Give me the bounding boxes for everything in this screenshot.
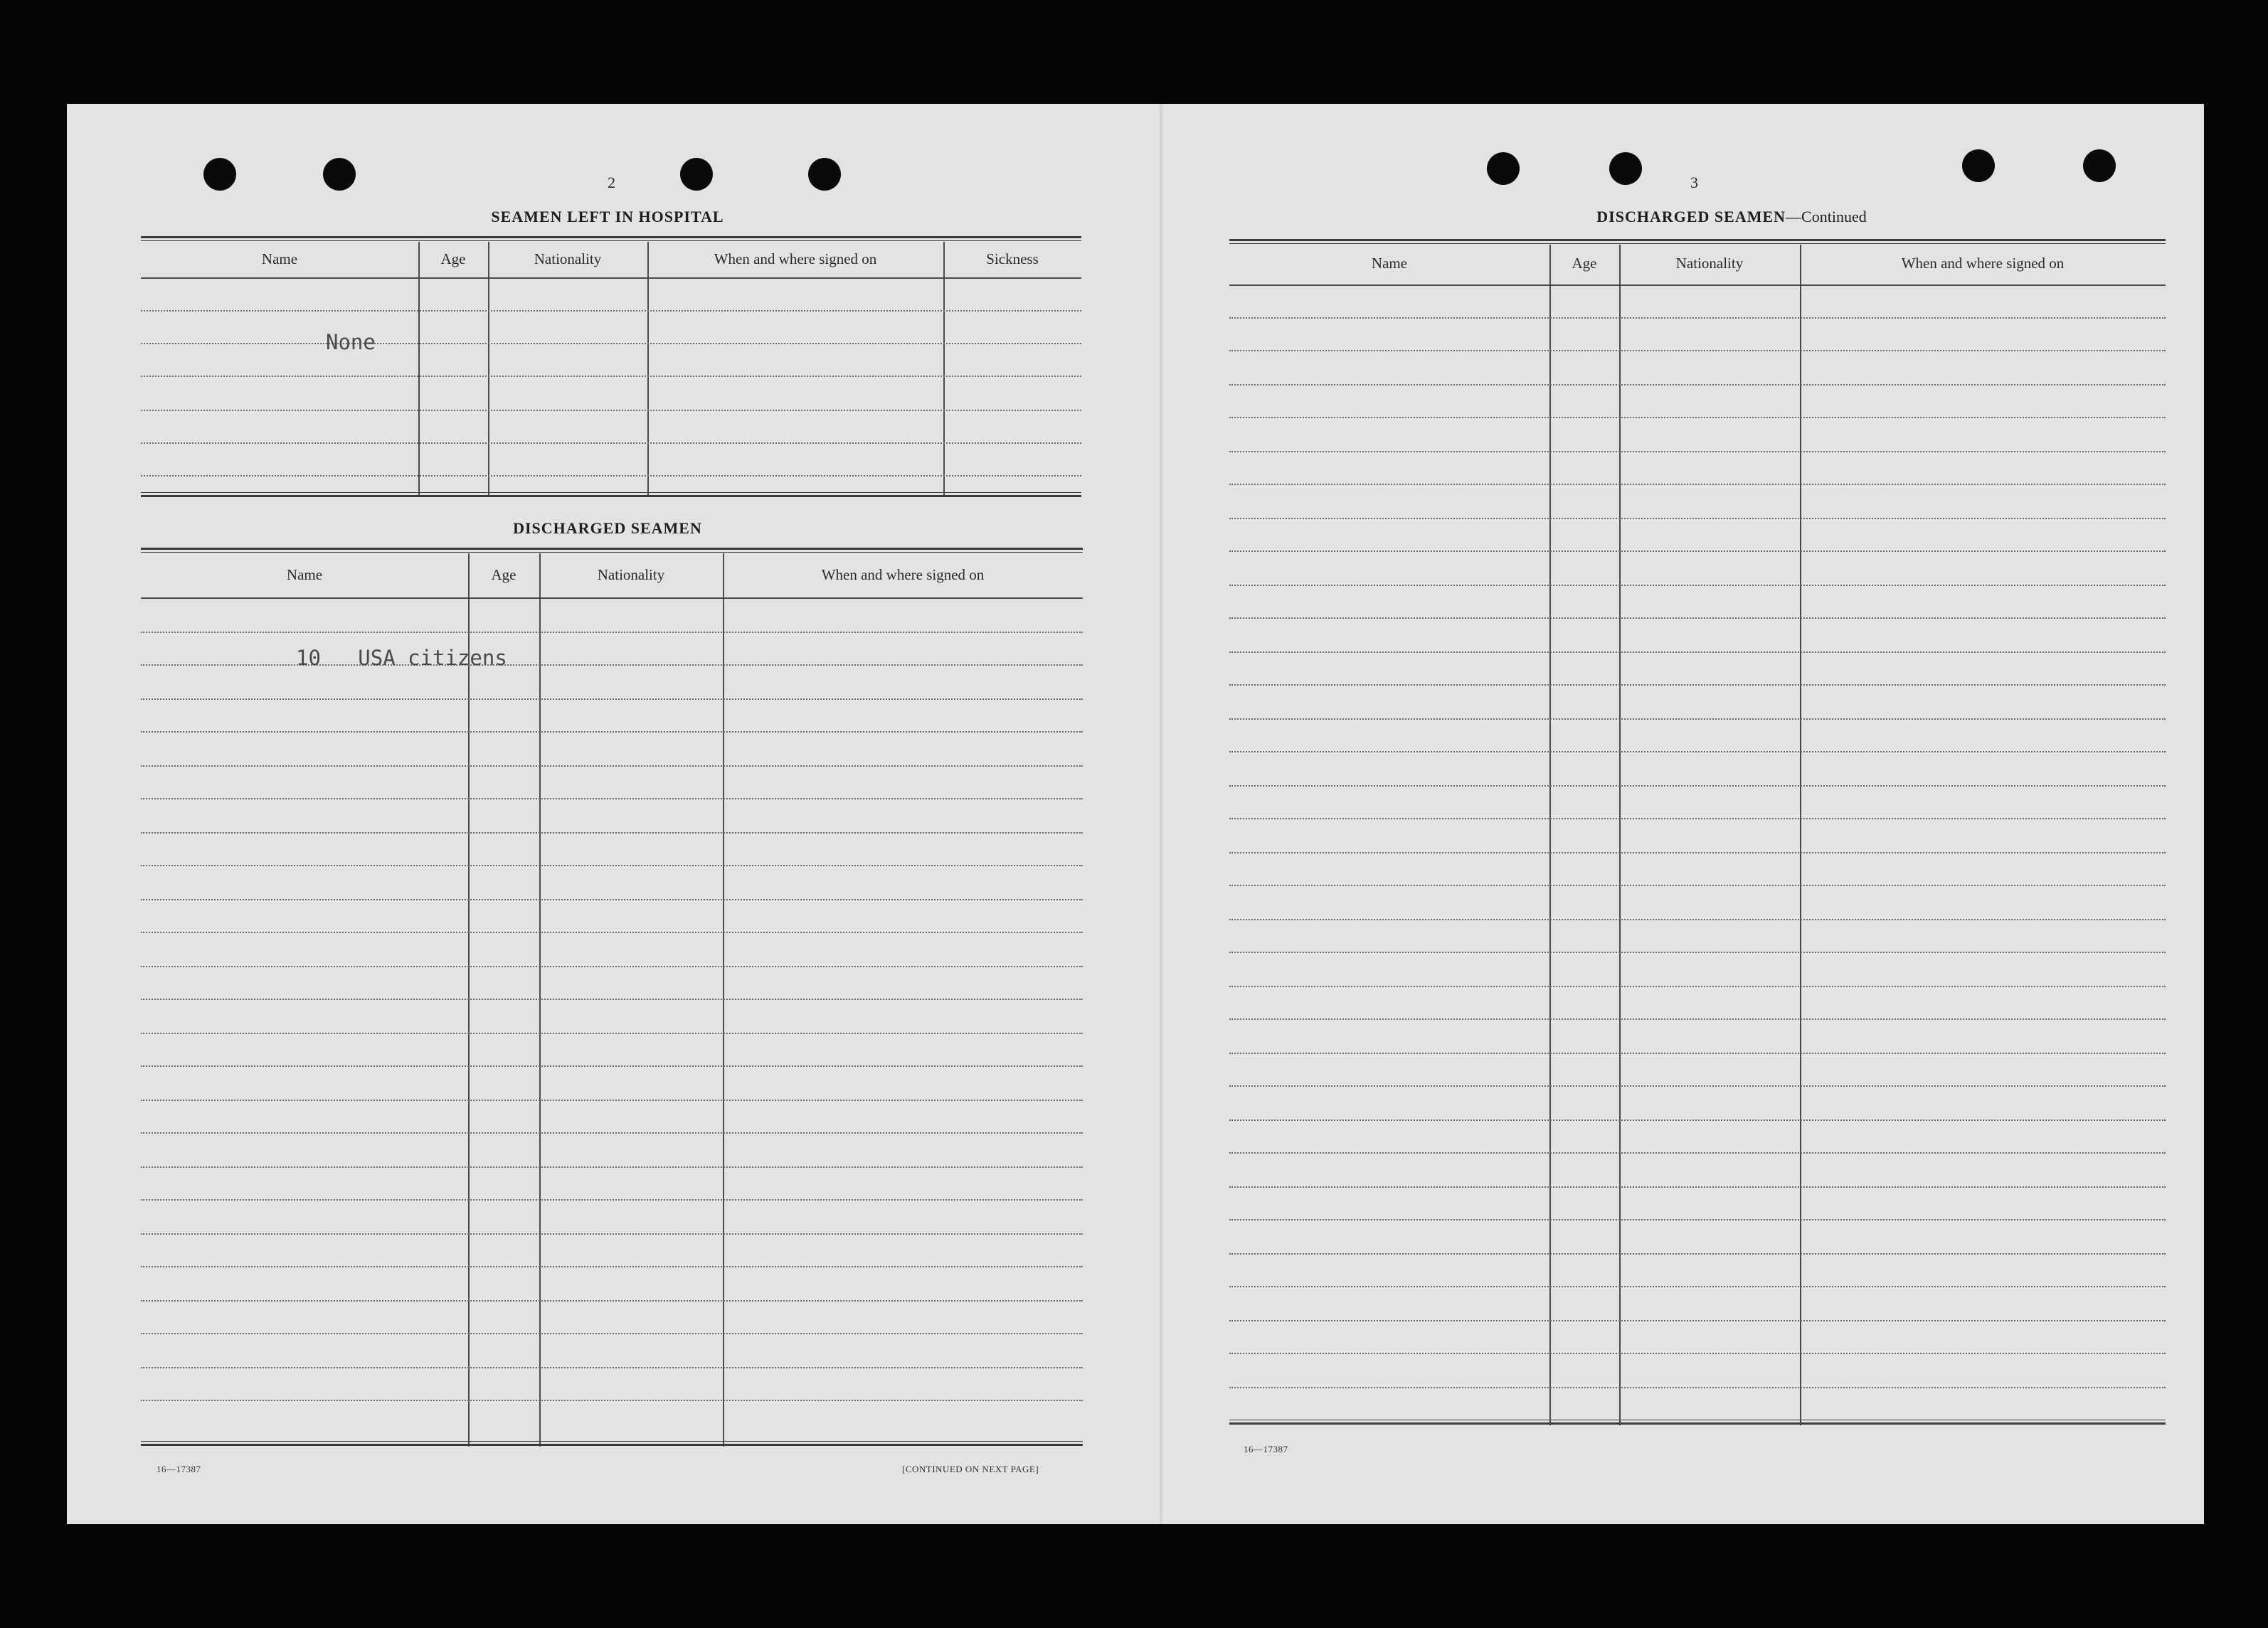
hospital-table <box>141 236 1081 502</box>
discharged-col-name: Name <box>286 566 323 583</box>
form-number-left: 16—17387 <box>157 1464 201 1474</box>
punch-hole <box>2083 149 2116 182</box>
hospital-entry-none: None <box>326 330 376 354</box>
hospital-col-name: Name <box>261 250 298 267</box>
punch-hole <box>1609 152 1642 185</box>
page-number-left: 2 <box>608 174 615 191</box>
right-col-nationality: Nationality <box>1675 255 1744 272</box>
discharged-continued-title <box>1226 208 2237 226</box>
hospital-col-signed-on: When and where signed on <box>714 250 877 267</box>
punch-hole <box>323 158 356 191</box>
right-col-name: Name <box>1371 255 1408 272</box>
discharged-table-left <box>141 548 1083 1452</box>
page-number-right: 3 <box>1690 174 1698 191</box>
page-fold <box>1160 104 1162 1524</box>
punch-hole <box>1487 152 1520 185</box>
discharged-col-signed-on: When and where signed on <box>821 566 985 583</box>
hospital-col-nationality: Nationality <box>534 250 602 267</box>
hospital-col-sickness: Sickness <box>986 250 1039 267</box>
hospital-section-title: SEAMEN LEFT IN HOSPITAL <box>491 208 724 225</box>
discharged-col-age: Age <box>491 566 516 583</box>
hospital-col-age: Age <box>440 250 466 267</box>
discharged-col-nationality: Nationality <box>597 566 665 583</box>
punch-hole <box>1962 149 1995 182</box>
discharged-continued-title-main: DISCHARGED SEAMEN <box>1596 208 1786 225</box>
discharged-table-right <box>1229 239 2166 1431</box>
discharged-entry: 10 USA citizens <box>296 646 507 670</box>
ledger-sheet <box>67 104 2204 1524</box>
continued-note: [CONTINUED ON NEXT PAGE] <box>902 1464 1039 1474</box>
right-col-signed-on: When and where signed on <box>1901 255 2065 272</box>
form-number-right: 16—17387 <box>1244 1444 1288 1454</box>
punch-hole <box>680 158 713 191</box>
right-col-age: Age <box>1572 255 1597 272</box>
punch-hole <box>203 158 236 191</box>
punch-hole <box>808 158 841 191</box>
discharged-continued-title-suffix: —Continued <box>1786 208 1867 225</box>
discharged-section-title: DISCHARGED SEAMEN <box>513 519 702 537</box>
